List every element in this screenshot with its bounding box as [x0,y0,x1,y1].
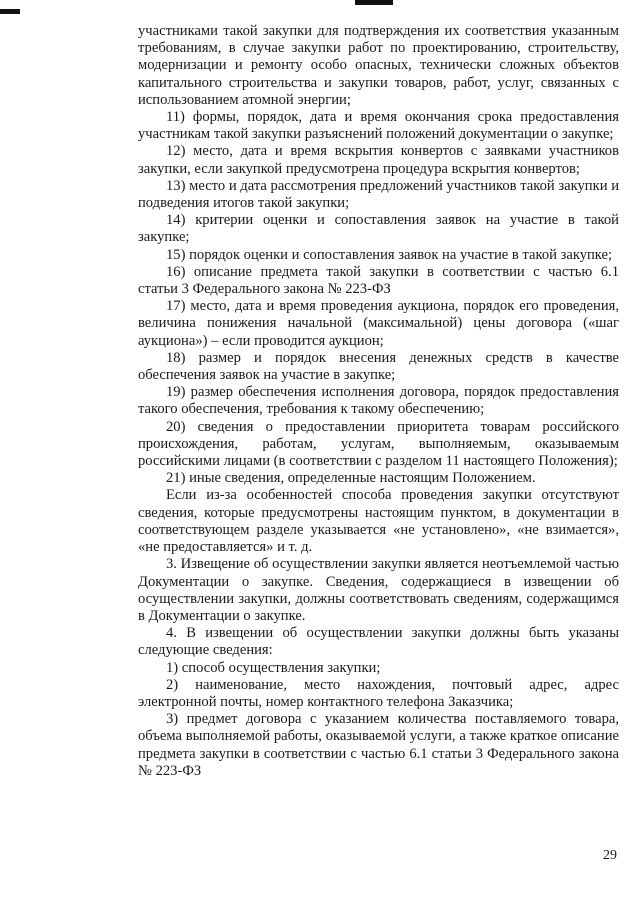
list-item-19: 19) размер обеспечения исполнения договора, порядок предоставления такого обеспечения, требования к такому обеспечению; [138,384,619,418]
paragraph-section-4: 4. В извещении об осуществлении закупки должны быть указаны следующие сведения: [138,625,619,659]
list-item-16: 16) описание предмета такой закупки в соответствии с частью 6.1 статьи 3 Федерального закона № 223-ФЗ [138,263,619,298]
list-item-2: 2) наименование, место нахождения, почтовый адрес, адрес электронной почты, номер контактного телефона Заказчика; [138,676,619,710]
list-item-3: 3) предмет договора с указанием количества поставляемого товара, объема выполняемой работы, оказываемой услуги, а также краткое описание предмета закупки в соответствии с частью 6.1 статьи 3 Федерального закона № 223-ФЗ [138,711,619,779]
list-item-12: 12) место, дата и время вскрытия конвертов с заявками участников закупки, если закупкой предусмотрена процедура вскрытия конвертов; [138,143,619,177]
list-item-13: 13) место и дата рассмотрения предложений участников такой закупки и подведения итогов такой закупки; [138,177,619,212]
list-item-15: 15) порядок оценки и сопоставления заявок на участие в такой закупке; [166,246,613,263]
list-item-14: 14) критерии оценки и сопоставления заявок на участие в такой закупке; [138,212,619,246]
page-number: 29 [603,848,617,863]
paragraph-missing-info: Если из-за особенностей способа проведения закупки отсутствуют сведения, которые предусмотрены настоящим пунктом, в документации в соответствующем разделе указывается «не установлено», «не взимается», «не предоставляется» и т. д. [138,487,619,556]
list-item-17: 17) место, дата и время проведения аукциона, порядок его проведения, величина понижения начальной (максимальной) цены договора («шаг аукциона») – если проводится аукцион; [138,298,619,349]
list-item-21: 21) иные сведения, определенные настоящим Положением. [166,470,536,487]
list-item-1: 1) способ осуществления закупки; [166,659,381,676]
list-item-11: 11) формы, порядок, дата и время окончания срока предоставления участникам такой закупки разъяснений положений документации о закупке; [138,109,619,143]
document-body [138,23,619,780]
scan-edge-mark-top [355,0,393,5]
paragraph-section-3: 3. Извещение об осуществлении закупки является неотъемлемой частью Документации о закупке. Сведения, содержащиеся в извещении об осуществлении закупки, должны соответствовать сведениям, содержащимся в Документации о закупке. [138,556,619,624]
paragraph-continuation: участниками такой закупки для подтверждения их соответствия указанным требованиям, в случае закупки работ по проектированию, строительству, модернизации и ремонту особо опасных, технически сложных объектов капитального строительства и закупки товаров, работ, услуг, связанных с использованием атомной энергии; [138,23,619,108]
scan-edge-mark-left [0,9,20,14]
list-item-20: 20) сведения о предоставлении приоритета товарам российского происхождения, работам, услугам, выполняемым, оказываемым российскими лицами (в соответствии с разделом 11 настоящего Положения); [138,418,619,470]
list-item-18: 18) размер и порядок внесения денежных средств в качестве обеспечения заявок на участие в закупке; [138,349,619,384]
